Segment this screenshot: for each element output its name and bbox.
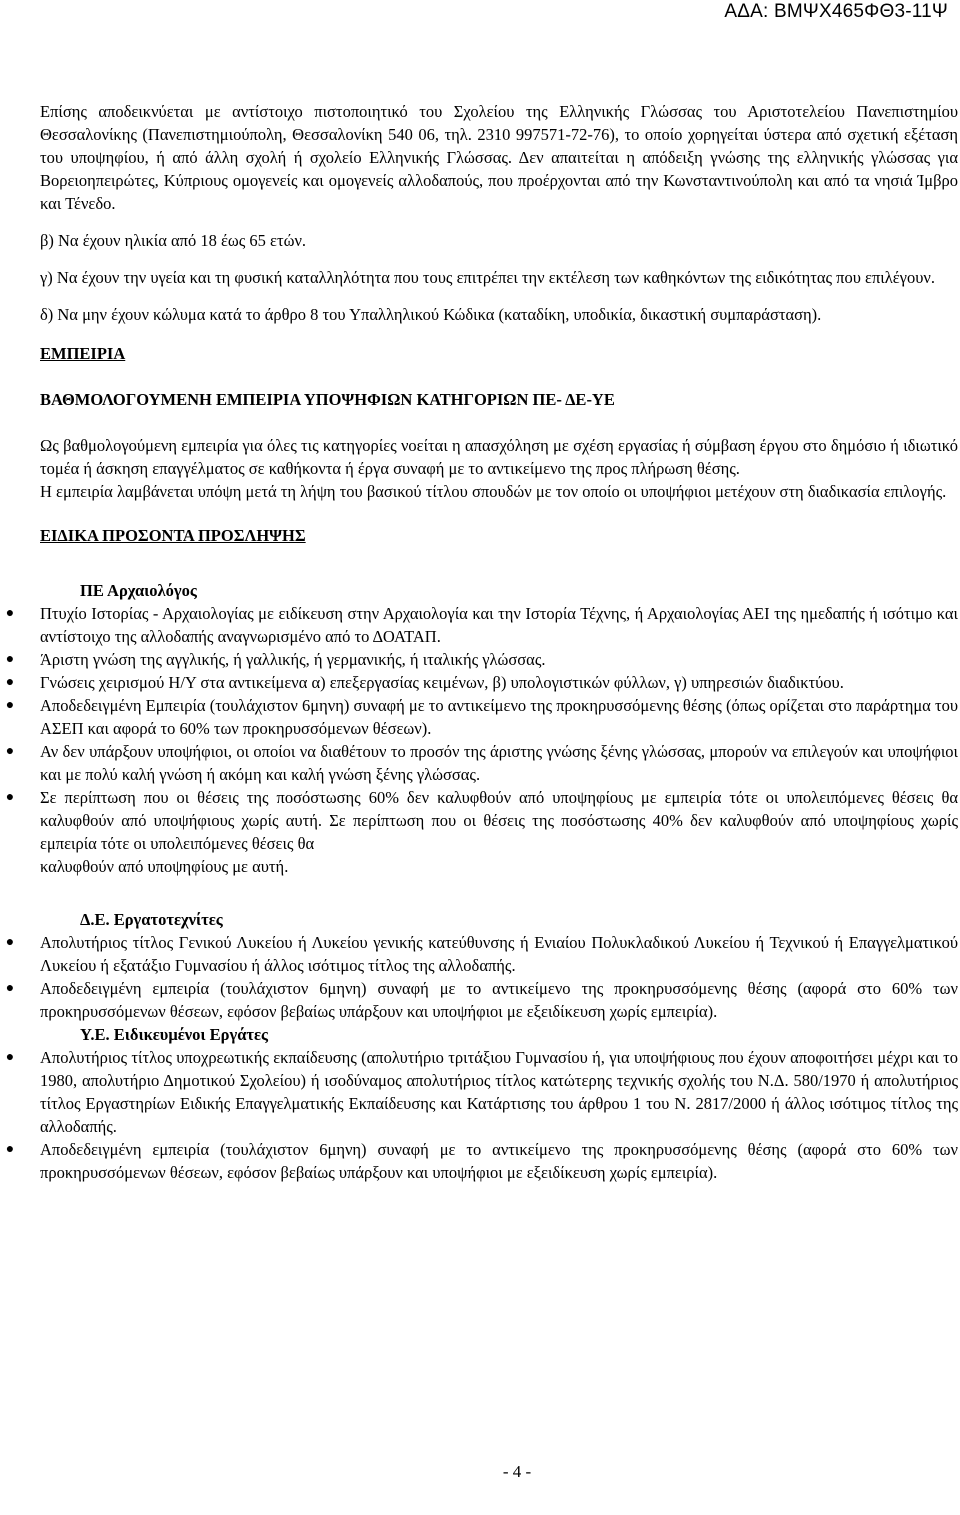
requirement-no-impediment: δ) Να μην έχουν κώλυμα κατά το άρθρο 8 του Υπαλληλικού Κώδικα (καταδίκη, υποδικία, δικαστική συμπαράσταση). (40, 305, 822, 324)
list-item: ● Απολυτήριος τίτλος υποχρεωτικής εκπαίδευσης (απολυτήριο τριτάξιου Γυμνασίου ή, για υποψήφιους που έχουν αποφοιτήσει μέχρι και το 1980, απολυτήριο Δημοτικού Σχολείου) ή ισοδύναμος απολυτήριος τίτλος κατώτερης τεχνικής σχολής του Ν.Δ. 580/1970 ή απολυτήριος τίτλος Εργαστηρίων Ειδικής Επαγγελματικής Εκπαίδευσης και Κατάρτισης του άρθρου 1 του Ν. 2817/2000 ή άλλος ισότιμος τίτλος της αλλοδαπής. (40, 1046, 958, 1138)
section-title-archaeologist: ΠΕ Αρχαιολόγος (80, 581, 197, 600)
bullet-icon: ● (5, 698, 15, 713)
ye-workers-list (5, 1046, 958, 1184)
section-title-de-craftsmen: Δ.Ε. Εργατοτεχνίτες (80, 910, 223, 929)
list-item: ● Άριστη γνώση της αγγλικής, ή γαλλικής, ή γερμανικής, ή ιταλικής γλώσσας. (40, 648, 958, 671)
section-title-ye-workers: Υ.Ε. Ειδικευμένοι Εργάτες (80, 1025, 269, 1044)
scored-experience-heading: ΒΑΘΜΟΛΟΓΟΥΜΕΝΗ ΕΜΠΕΙΡΙΑ ΥΠΟΨΗΦΙΩΝ ΚΑΤΗΓΟΡΙΩΝ ΠΕ- ΔΕ-ΥΕ (40, 390, 615, 409)
requirement-health: γ) Να έχουν την υγεία και τη φυσική καταλληλότητα που τους επιτρέπει την εκτέλεση των καθηκόντων της ειδικότητας που επιλέγουν. (40, 268, 935, 287)
bullet-icon: ● (5, 1050, 15, 1065)
list-item: ● Πτυχίο Ιστορίας - Αρχαιολογίας με ειδίκευση στην Αρχαιολογία και την Ιστορία Τέχνης, ή Αρχαιολογίας ΑΕΙ της ημεδαπής ή ισότιμο και αντίστοιχο της αλλοδαπής αναγνωρισμένο από το ΔΟΑΤΑΠ. (40, 602, 958, 648)
list-item: ● Αποδεδειγμένη Εμπειρία (τουλάχιστον 6μηνη) συναφή με το αντικείμενο της προκηρυσσόμενης θέσης (όπως ορίζεται στο παράρτημα του ΑΣΕΠ και αφορά το 60% των προκηρυσσόμενων θέσεων). (40, 694, 958, 740)
bullet-icon: ● (5, 935, 15, 950)
list-item: ● Σε περίπτωση που οι θέσεις της ποσόστωσης 60% δεν καλυφθούν από υποψηφίους με εμπειρία τότε οι υπολειπόμενες θέσεις θα καλυφθούν από υποψήφιους χωρίς αυτή. Σε περίπτωση που οι θέσεις της ποσόστωσης 40% δεν καλυφθούν από υποψηφίους χωρίς εμπειρία τότε οι υπολειπόμενες θέσεις θα (40, 786, 958, 855)
archaeologist-list (5, 602, 958, 855)
bullet-icon: ● (5, 1142, 15, 1157)
list-item: ● Απολυτήριος τίτλος Γενικού Λυκείου ή Λυκείου γενικής κατεύθυνσης ή Ενιαίου Πολυκλαδικού Λυκείου ή Τεχνικού ή Επαγγελματικού Λυκείου ή εξατάξιο Γυμνασίου ή άλλος ισότιμος τίτλος της αλλοδαπής. (40, 931, 958, 977)
list-item: ● Γνώσεις χειρισμού Η/Υ στα αντικείμενα α) επεξεργασίας κειμένων, β) υπολογιστικών φύλλων, γ) υπηρεσιών διαδικτύου. (40, 671, 958, 694)
list-item: ● Αν δεν υπάρξουν υποψήφιοι, οι οποίοι να διαθέτουν το προσόν της άριστης γνώσης ξένης γλώσσας, μπορούν να επιλεγούν και υποψήφιοι και με πολύ καλή γνώση ή ακόμη και καλή γνώση ξένης γλώσσας. (40, 740, 958, 786)
intro-paragraph: Επίσης αποδεικνύεται με αντίστοιχο πιστοποιητικό του Σχολείου της Ελληνικής Γλώσσας του Αριστοτελείου Πανεπιστημίου Θεσσαλονίκης (Πανεπιστημιούπολη, Θεσσαλονίκη 540 06, τηλ. 2310 997571-72-76), το οποίο χορηγείται ύστερα από σχετική εξέταση του υποψηφίου, ή από άλλη σχολή ή σχολείο Ελληνικής Γλώσσας. Δεν απαιτείται η απόδειξη γνώσης της ελληνικής γλώσσας για Βορειοηπειρώτες, Κύπριους ομογενείς και ομογενείς αλλοδαπούς, που προέρχονται από την Κωνσταντινούπολη και από τα νησιά Ίμβρο και Τένεδο. (40, 102, 958, 213)
archaeologist-list-tail: καλυφθούν από υποψηφίους με αυτή. (40, 857, 289, 876)
ada-code: ΑΔΑ: ΒΜΨΧ465ΦΘ3-11Ψ (724, 1, 948, 22)
special-qualifications-heading: ΕΙΔΙΚΑ ΠΡΟΣΟΝΤΑ ΠΡΟΣΛΗΨΗΣ (40, 526, 306, 545)
list-item: ● Αποδεδειγμένη εμπειρία (τουλάχιστον 6μηνη) συναφή με το αντικείμενο της προκηρυσσόμενης θέσης (αφορά στο 60% των προκηρυσσόμενων θέσεων, εφόσον βεβαίως υπάρξουν και υποψήφιοι με εξειδίκευση χωρίς εμπειρία). (40, 1138, 958, 1184)
bullet-icon: ● (5, 652, 15, 667)
experience-heading: ΕΜΠΕΙΡΙΑ (40, 344, 126, 363)
bullet-icon: ● (5, 606, 15, 621)
list-item: ● Αποδεδειγμένη εμπειρία (τουλάχιστον 6μηνη) συναφή με το αντικείμενο της προκηρυσσόμενης θέσης (αφορά στο 60% των προκηρυσσόμενων θέσεων, εφόσον βεβαίως υπάρξουν και υποψήφιοι με εξειδίκευση χωρίς εμπειρία). (40, 977, 958, 1023)
bullet-icon: ● (5, 675, 15, 690)
de-craftsmen-list (5, 931, 958, 1023)
experience-timing-paragraph: Η εμπειρία λαμβάνεται υπόψη μετά τη λήψη του βασικού τίτλου σπουδών με τον οποίο οι υποψήφιοι μετέχουν στη διαδικασία επιλογής. (40, 482, 947, 501)
bullet-icon: ● (5, 790, 15, 805)
requirement-age: β) Να έχουν ηλικία από 18 έως 65 ετών. (40, 231, 307, 250)
page-number: - 4 - (502, 1462, 532, 1481)
scored-experience-paragraph: Ως βαθμολογούμενη εμπειρία για όλες τις κατηγορίες νοείται η απασχόληση με σχέση εργασίας ή σύμβαση έργου στο δημόσιο ή ιδιωτικό τομέα ή άσκηση επαγγέλματος σε καθήκοντα ή έργα συναφή με το αντικείμενο της προς πλήρωση θέσης. (40, 436, 958, 478)
document-body (5, 100, 958, 1184)
bullet-icon: ● (5, 981, 15, 996)
bullet-icon: ● (5, 744, 15, 759)
